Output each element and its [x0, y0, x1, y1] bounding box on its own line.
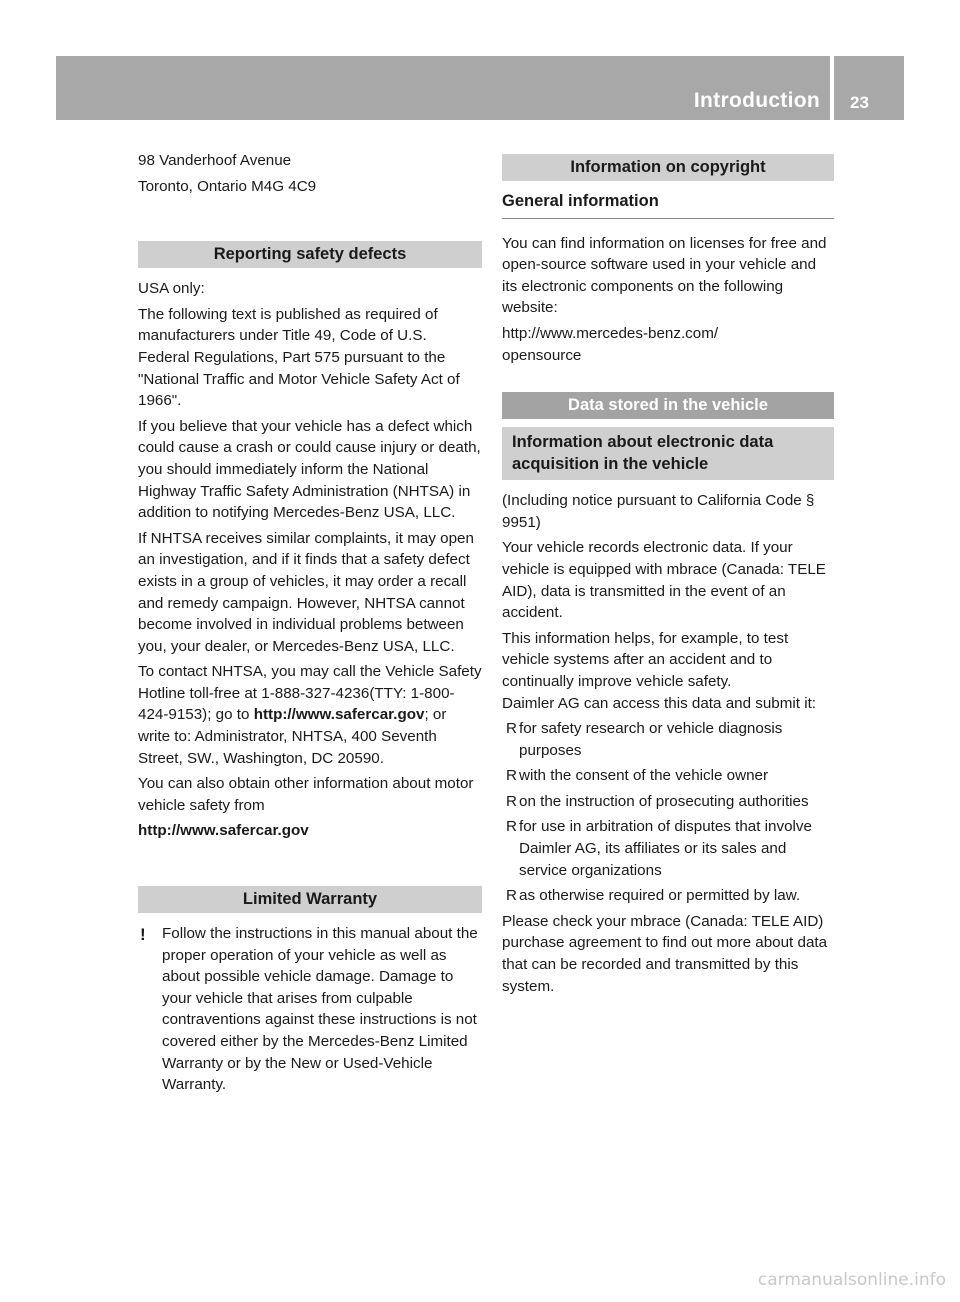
bullet-list	[502, 718, 834, 907]
paragraph: You can also obtain other information about motor vehicle safety from	[138, 775, 474, 814]
bullet-marker: R	[506, 720, 517, 738]
section-heading-copyright: Information on copyright	[502, 154, 834, 181]
paragraph: If you believe that your vehicle has a defect which could cause a crash or could cause injury or death, you should immediately inform the National Highway Traffic Safety Administration (NHTSA) in addition to notifying Mercedes-Benz USA, LLC.	[138, 417, 481, 522]
address-line: Toronto, Ontario M4G 4C9	[138, 177, 317, 195]
bullet-marker: R	[506, 887, 517, 905]
note-text: Follow the instructions in this manual about the proper operation of your vehicle as well as about possible vehicle damage. Damage to your vehicle that arises from culpable contraventions against these instructions is not covered either by the Mercedes-Benz Limited Warranty or by the New or Used-Vehicle Warranty.	[162, 925, 478, 1094]
list-item-text: as otherwise required or permitted by law.	[519, 887, 801, 905]
section-title: Introduction	[693, 89, 820, 112]
right-column	[502, 154, 834, 1001]
paragraph: (Including notice pursuant to California Code § 9951)	[502, 492, 815, 531]
section-heading-data: Data stored in the vehicle	[502, 392, 834, 419]
list-item	[502, 791, 834, 813]
paragraph	[138, 661, 482, 769]
subheading-electronic-data: Information about electronic data acquisition in the vehicle	[502, 427, 834, 480]
paragraph: USA only:	[138, 280, 205, 298]
list-item	[502, 816, 834, 881]
list-item-text: on the instruction of prosecuting authorities	[519, 792, 809, 810]
paragraph: This information helps, for example, to test vehicle systems after an accident and to continually improve vehicle safety.	[502, 629, 789, 690]
text: ; or write to: Administrator, NHTSA, 400 Seventh Street, SW., Washington, DC 20590.	[138, 706, 447, 767]
list-item	[502, 885, 834, 907]
paragraph: If NHTSA receives similar complaints, it may open an investigation, and if it finds that a safety defect exists in a group of vehicles, it may order a recall and remedy campaign. However, NHTSA cannot become involved in individual problems between you, your dealer, or Mercedes-Benz USA, LLC.	[138, 529, 474, 655]
watermark: carmanualsonline.info	[757, 1270, 946, 1290]
subheading-general: General information	[502, 191, 834, 219]
page-number: 23	[850, 93, 869, 112]
paragraph: Daimler AG can access this data and submit it:	[502, 694, 817, 712]
paragraph: Your vehicle records electronic data. If your vehicle is equipped with mbrace (Canada: TELE AID), data is transmitted in the event of an accident.	[502, 539, 826, 622]
list-item	[502, 718, 834, 761]
exclamation-icon: !	[140, 925, 146, 945]
paragraph: The following text is published as required of manufacturers under Title 49, Code of U.S. Federal Regulations, Part 575 pursuant to the "National Traffic and Motor Vehicle Safety Act of 1966".	[138, 305, 460, 410]
section-heading-warranty: Limited Warranty	[138, 886, 482, 913]
section-heading-safety: Reporting safety defects	[138, 241, 482, 268]
page-header	[56, 56, 904, 120]
warranty-note	[138, 923, 482, 1096]
bullet-marker: R	[506, 818, 517, 836]
list-item-text: for use in arbitration of disputes that involve Daimler AG, its affiliates or its sales and service organizations	[519, 818, 812, 879]
bullet-marker: R	[506, 792, 517, 810]
safercar-link[interactable]: http://www.safercar.gov	[138, 822, 309, 840]
list-item-text: with the consent of the vehicle owner	[519, 767, 769, 785]
list-item-text: for safety research or vehicle diagnosis purposes	[519, 720, 783, 759]
paragraph: Please check your mbrace (Canada: TELE AID) purchase agreement to find out more about data that can be recorded and transmitted by this system.	[502, 912, 828, 995]
text: To contact NHTSA, you may call the Vehicle Safety Hotline toll-free at 1-888-327-4236(TTY: 1-800-424-9153); go to	[138, 663, 482, 724]
paragraph: You can find information on licenses for free and open-source software used in your vehicle and its electronic components on the following website:	[502, 234, 827, 317]
left-column	[138, 150, 482, 1096]
list-item	[502, 765, 834, 787]
address-line: 98 Vanderhoof Avenue	[138, 152, 292, 169]
safercar-link[interactable]: http://www.safercar.gov	[253, 706, 425, 724]
opensource-url[interactable]: http://www.mercedes-benz.com/ opensource	[502, 324, 719, 364]
bullet-marker: R	[506, 767, 517, 785]
header-divider	[830, 56, 834, 120]
